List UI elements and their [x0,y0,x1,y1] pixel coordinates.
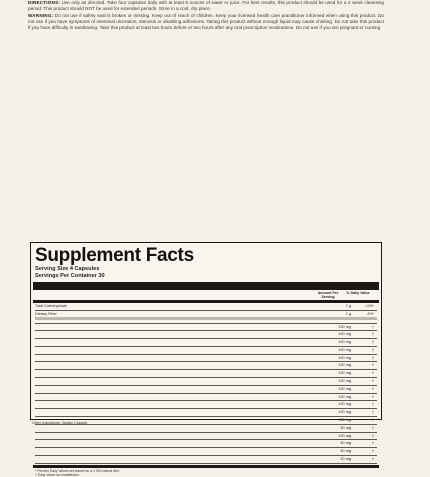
supplement-facts-title: Supplement Facts [35,245,194,266]
row-divider [35,400,377,401]
nutrient-daily-value: † [371,402,374,407]
nutrient-row [35,387,377,391]
nutrient-amount: 100 mg [338,386,351,391]
nutrient-daily-value: † [371,347,374,352]
medium-divider-bottom [33,465,379,468]
row-divider [35,439,377,440]
warning-paragraph [28,13,384,31]
nutrient-amount: 100 mg [338,379,351,384]
nutrient-row [35,312,377,316]
nutrient-daily-value: † [371,441,374,446]
nutrient-row [35,340,377,344]
row-divider [35,447,377,448]
other-ingredients: Other Ingredients: Gelatin Capsule [32,421,88,425]
row-divider [35,385,377,386]
servings-per-container: Servings Per Container 30 [35,273,105,279]
footnote-percent-dv: * Percent Daily Values are based on a 2,000 calorie diet. [35,468,120,473]
amount-header: Amount Per Serving [317,291,339,299]
nutrient-amount: 100 mg [338,332,351,337]
nutrient-row [35,449,377,453]
row-divider [35,354,377,355]
row-divider [35,310,377,311]
nutrient-name: Total Carbohydrate [35,304,68,308]
nutrient-daily-value: † [371,433,374,438]
directions-text: Use only as directed. Take four capsules daily with at least 8 ounces of water or juice. For best results, this product should be used for a 2 week cleansing period. This product should NOT be used for extended periods. Store in a cool, dry place. [28,0,385,12]
medium-divider [33,300,379,303]
daily-value-header: % Daily Value [346,291,370,295]
nutrient-daily-value: † [371,363,374,368]
nutrient-row [35,410,377,414]
row-divider [35,377,377,378]
nutrient-daily-value: <1%* [364,304,374,308]
nutrient-daily-value: † [371,394,374,399]
nutrient-daily-value: † [371,417,374,422]
directions-label: DIRECTIONS: [28,0,61,5]
nutrient-amount: 100 mg [338,363,351,368]
nutrient-daily-value: † [371,340,374,345]
row-divider [35,338,377,339]
thick-divider [33,282,379,290]
nutrient-amount: 100 mg [338,371,351,376]
nutrient-amount: 100 mg [338,355,351,360]
nutrient-row [35,402,377,406]
nutrient-row [35,434,377,438]
nutrient-daily-value: † [371,332,374,337]
row-divider [35,463,377,464]
nutrient-daily-value: † [371,324,374,329]
warning-label: WARNING: [28,13,54,19]
nutrient-daily-value: † [371,456,374,461]
nutrient-amount: 100 mg [338,433,351,438]
nutrient-daily-value: † [371,386,374,391]
nutrient-row [35,304,377,308]
row-divider [35,393,377,394]
row-divider [35,369,377,370]
label-directions-warnings [28,0,384,244]
nutrient-amount: 1 g [345,311,351,316]
column-headers [35,291,377,299]
row-divider [35,432,377,433]
warning-text: Do not use if safety seal is broken or missing. Keep out of reach of children. Keep your licensed health care practitioner informed when using this product. Do not use if you have symptoms of intestinal ulceration, stenosis or disabling adhesions. Taking this product without enough liquid may cause choking. Do not take this product if you have difficulty in swallowing. Take this product at least two hours before or two hours after any oral prescription medications. Do not use if you are pregnant or nursing. [28,13,384,31]
nutrient-amount: 10 mg [340,456,351,461]
footnote-dv-not-established: † Daily Value not established. [35,472,80,477]
row-divider [35,323,377,324]
nutrient-row [35,457,377,461]
nutrient-amount: 1 g [345,304,351,308]
row-divider [35,408,377,409]
nutrient-amount: 50 mg [340,441,351,446]
nutrient-rows [35,304,377,463]
nutrient-daily-value: † [371,371,374,376]
nutrient-row [35,441,377,445]
nutrient-daily-value: † [371,379,374,384]
nutrient-name: Dietary Fiber [35,311,57,316]
serving-size: Serving Size 4 Capsules [35,266,100,272]
nutrient-daily-value: 4%* [367,311,374,316]
nutrient-amount: 100 mg [338,324,351,329]
nutrient-row [35,348,377,352]
nutrient-row [35,395,377,399]
nutrient-row [35,363,377,367]
nutrient-amount: 100 mg [338,340,351,345]
nutrient-amount: 100 mg [338,417,351,422]
row-divider [35,416,377,417]
nutrient-amount: 50 mg [340,449,351,454]
nutrient-amount: 100 mg [338,347,351,352]
nutrient-daily-value: † [371,449,374,454]
row-divider [35,361,377,362]
nutrient-daily-value: † [371,355,374,360]
nutrient-row [35,325,377,329]
nutrient-amount: 50 mg [340,425,351,430]
nutrient-row [35,356,377,360]
row-divider [35,346,377,347]
nutrient-daily-value: † [371,425,374,430]
nutrient-row [35,426,377,430]
row-divider [35,317,377,320]
nutrient-row [35,379,377,383]
row-divider [35,455,377,456]
nutrient-row [35,332,377,336]
nutrient-row [35,371,377,375]
directions-paragraph [28,0,384,12]
row-divider [35,330,377,331]
nutrient-daily-value: † [371,410,374,415]
nutrient-amount: 100 mg [338,410,351,415]
nutrient-amount: 100 mg [338,402,351,407]
nutrient-amount: 100 mg [338,394,351,399]
